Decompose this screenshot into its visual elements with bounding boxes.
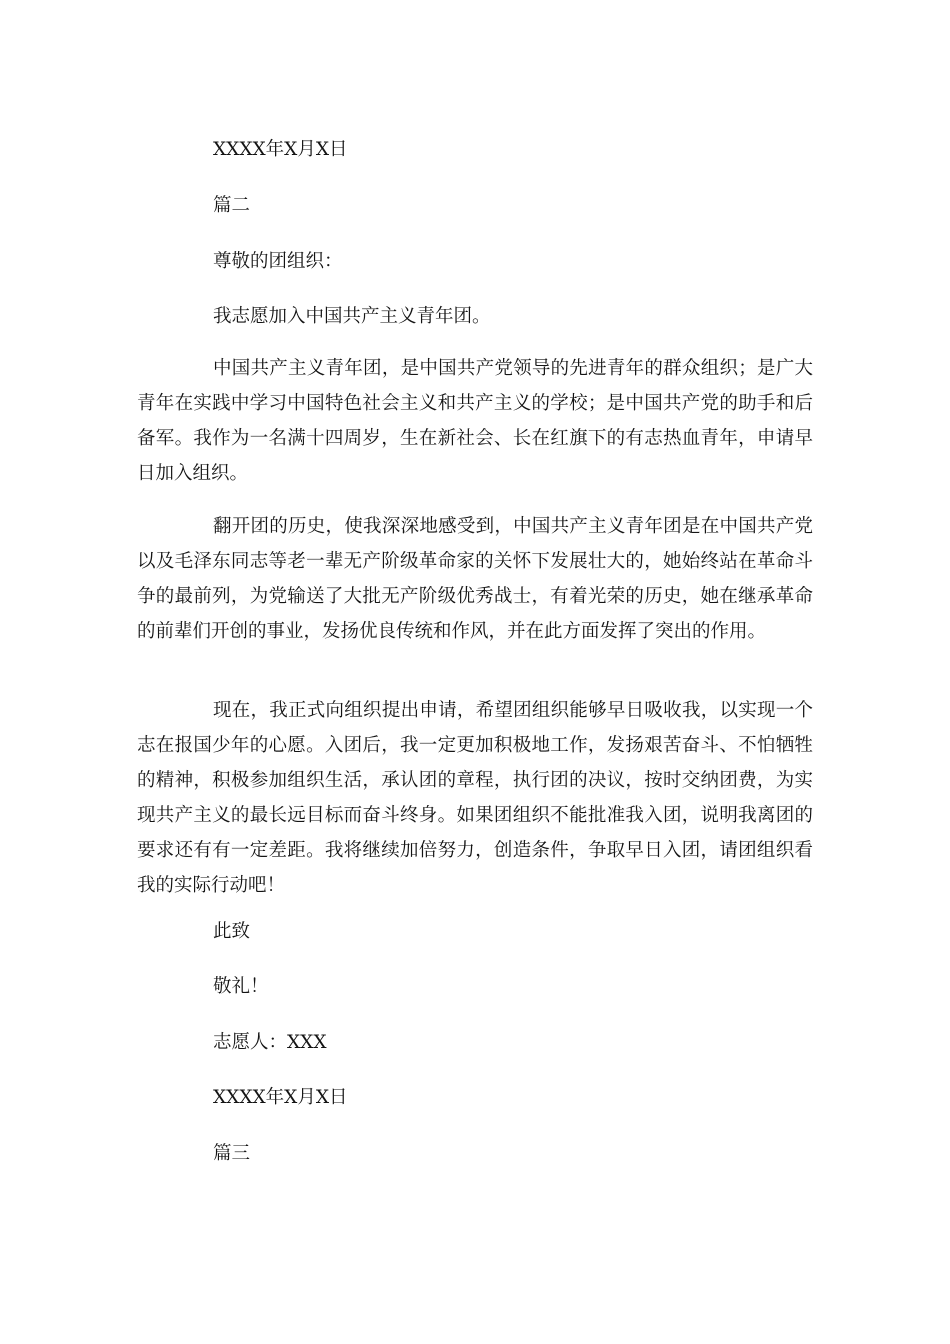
intro-statement: 我志愿加入中国共产主义青年团。 [213, 306, 491, 327]
signature: 志愿人：XXX [213, 1032, 327, 1053]
paragraph-2: 翻开团的历史，使我深深地感受到，中国共产主义青年团是在中国共产党以及毛泽东同志等老一辈无产阶级革命家的关怀下发展壮大的，她始终站在革命斗争的最前列，为党输送了大批无产阶级优秀战士，有着光荣的历史，她在继承革命的前辈们开创的事业，发扬优良传统和作风，并在此方面发挥了突出的作用。 [137, 516, 813, 642]
section-heading-two: 篇二 [213, 195, 251, 216]
section-heading-three: 篇三 [213, 1143, 251, 1164]
paragraph-3: 现在，我正式向组织提出申请，希望团组织能够早日吸收我，以实现一个志在报国少年的心愿。入团后，我一定更加积极地工作，发扬艰苦奋斗、不怕牺牲的精神，积极参加组织生活，承认团的章程，执行团的决议，按时交纳团费，为实现共产主义的最长远目标而奋斗终身。如果团组织不能批准我入团，说明我离团的要求还有有一定差距。我将继续加倍努力，创造条件，争取早日入团，请团组织看我的实际行动吧！ [137, 700, 813, 896]
paragraph-1: 中国共产主义青年团，是中国共产党领导的先进青年的群众组织；是广大青年在实践中学习中国特色社会主义和共产主义的学校；是中国共产党的助手和后备军。我作为一名满十四周岁，生在新社会、长在红旗下的有志热血青年，申请早日加入组织。 [137, 358, 813, 484]
salutation: 尊敬的团组织： [213, 251, 343, 272]
closing-line-1: 此致 [213, 921, 251, 942]
closing-line-2: 敬礼！ [213, 976, 269, 997]
date-bottom: XXXX年X月X日 [213, 1087, 348, 1108]
date-top: XXXX年X月X日 [213, 139, 348, 160]
